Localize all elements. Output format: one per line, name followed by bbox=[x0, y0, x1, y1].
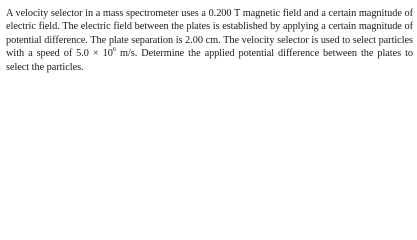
problem-paragraph bbox=[6, 7, 413, 74]
speed-exponent: 6 bbox=[112, 45, 116, 53]
problem-text-main: A velocity selector in a mass spectrometer uses a 0.200 T magnetic field and a certain magnitude of electric field. The electric field between the plates is established by applying a certain magnitude of potential difference. The plate separation is 2.00 cm. The velocity selector is used to select particles with a speed of 5.0 × 10 bbox=[6, 8, 413, 60]
problem-text-end: m/s. Determine the applied potential difference between the plates to select the particles. bbox=[6, 48, 413, 73]
document-page bbox=[0, 0, 417, 96]
